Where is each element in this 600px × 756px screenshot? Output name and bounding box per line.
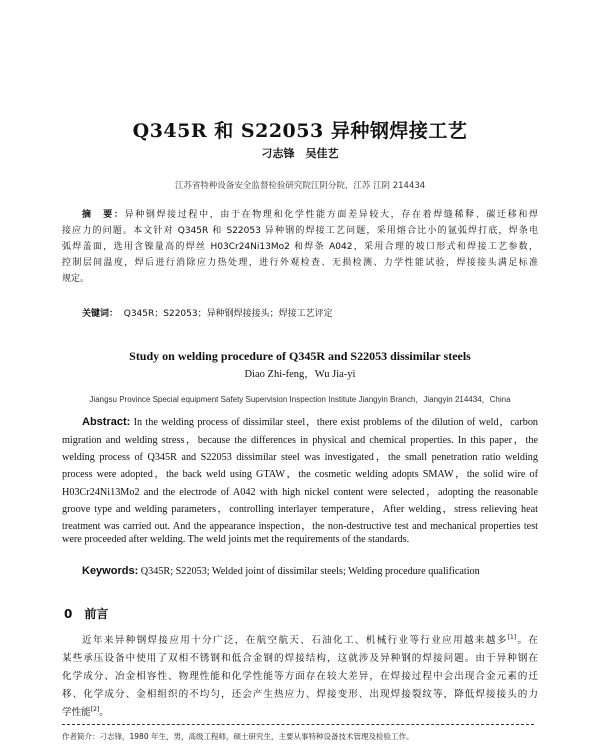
abstract-line: process were adopted，the back weld using GTAW，the cosmetic welding adopts SMAW，the solid wire of — [62, 469, 538, 480]
abstract-line: treatment was carried out. And the appearance inspection，the non-destructive test and mechanical properties test — [62, 521, 538, 532]
abstract-line: migration and welding stress，because the differences in physical and chemical properties. In this paper，the — [62, 435, 538, 446]
paragraph-line: 化学成分、冶金相容性、物理性能和化学性能等方面存在较大差异，在焊接过程中会出现合金元素的迁 — [62, 671, 538, 682]
footnote-divider — [62, 724, 534, 725]
paragraph-line: 学性能 — [62, 707, 91, 718]
affiliation-en: Jiangsu Province Special equipment Safety Supervision Inspection Institute Jiangyin Branch，Jiangyin 214434，China — [89, 395, 511, 404]
abstract-line: were proceeded after welding. The weld joints met the requirements of the standards. — [62, 534, 410, 545]
section-heading: 0 前言 — [64, 607, 109, 621]
abstract-line: In the welding process of dissimilar steel，there exist problems of the dilution of weld，carbon — [133, 417, 538, 428]
keywords-en — [82, 565, 538, 577]
paragraph-line: 近年来异种钢焊接应用十分广泛，在航空航天、石油化工、机械行业等行业应用越来越多 — [82, 635, 508, 646]
abstract-line: 控制层间温度，焊后进行消除应力热处理，进行外观检查、无损检测、力学性能试验，焊接接头满足标准 — [62, 258, 538, 268]
paragraph-text: 。在 — [516, 635, 538, 646]
paragraph-text: 。 — [99, 707, 109, 718]
abstract-line: groove type and welding parameters，controlling interlayer temperature，After welding，stress relieving heat — [62, 504, 538, 515]
abstract-label-cn: 摘 要： — [82, 210, 125, 220]
abstract-line: H03Cr24Ni13Mo2 and the electrode of A042 with high nickel content were selected，adopting the reasonable — [62, 487, 538, 498]
affiliation-cn: 江苏省特种设备安全监督检验研究院江阴分院，江苏 江阴 214434 — [174, 181, 426, 191]
abstract-label-en: Abstract: — [82, 416, 131, 428]
paragraph-line: 某些承压设备中使用了双相不锈钢和低合金钢的焊接结构，这就涉及异种钢的焊接问题。由于异种钢在 — [62, 653, 538, 664]
abstract-line: 弧焊盖面，选用含镍量高的焊丝 H03Cr24Ni13Mo2 和焊条 A042，采用合理的坡口形式和焊接工艺参数， — [62, 242, 538, 252]
abstract-line: 接应力的问题。本文针对 Q345R 和 S22053 异种钢的焊接工艺问题，采用熔合比小的氩弧焊打底，焊条电 — [62, 226, 538, 236]
citation: [1] — [507, 633, 517, 641]
authors-cn: 刁志锋 吴佳艺 — [261, 147, 339, 160]
abstract-line: 规定。 — [62, 274, 90, 284]
abstract-line: welding process of Q345R and S22053 dissimilar steel was investigated，the small penetration ratio welding — [62, 452, 538, 463]
citation: [2] — [90, 705, 100, 713]
keywords-label-cn: 关键词： — [82, 309, 119, 319]
paragraph-line: 移、化学成分、金相组织的不均匀，还会产生热应力、焊接变形、出现焊接裂纹等，降低焊接接头的力 — [62, 689, 538, 700]
paper-title-cn: Q345R 和 S22053 异种钢焊接工艺 — [132, 120, 468, 142]
keywords-value-cn: Q345R；S22053；异种钢焊接接头；焊接工艺评定 — [123, 309, 333, 319]
paper-title-en: Study on welding procedure of Q345R and S22053 dissimilar steels — [129, 349, 471, 363]
keywords-cn — [82, 306, 333, 319]
abstract-line: 异种钢焊接过程中，由于在物理和化学性能方面差异较大，存在着焊缝稀释、碳迁移和焊 — [124, 210, 538, 220]
authors-en: Diao Zhi-feng，Wu Jia-yi — [244, 369, 356, 380]
author-footnote: 作者简介：刁志锋，1980 年生，男，高级工程师，硕士研究生，主要从事特种设备技术管理及检验工作。 — [62, 732, 414, 741]
keywords-value-en: Q345R; S22053; Welded joint of dissimilar steels; Welding procedure qualification — [140, 566, 480, 577]
keywords-label-en: Keywords: — [82, 565, 139, 577]
